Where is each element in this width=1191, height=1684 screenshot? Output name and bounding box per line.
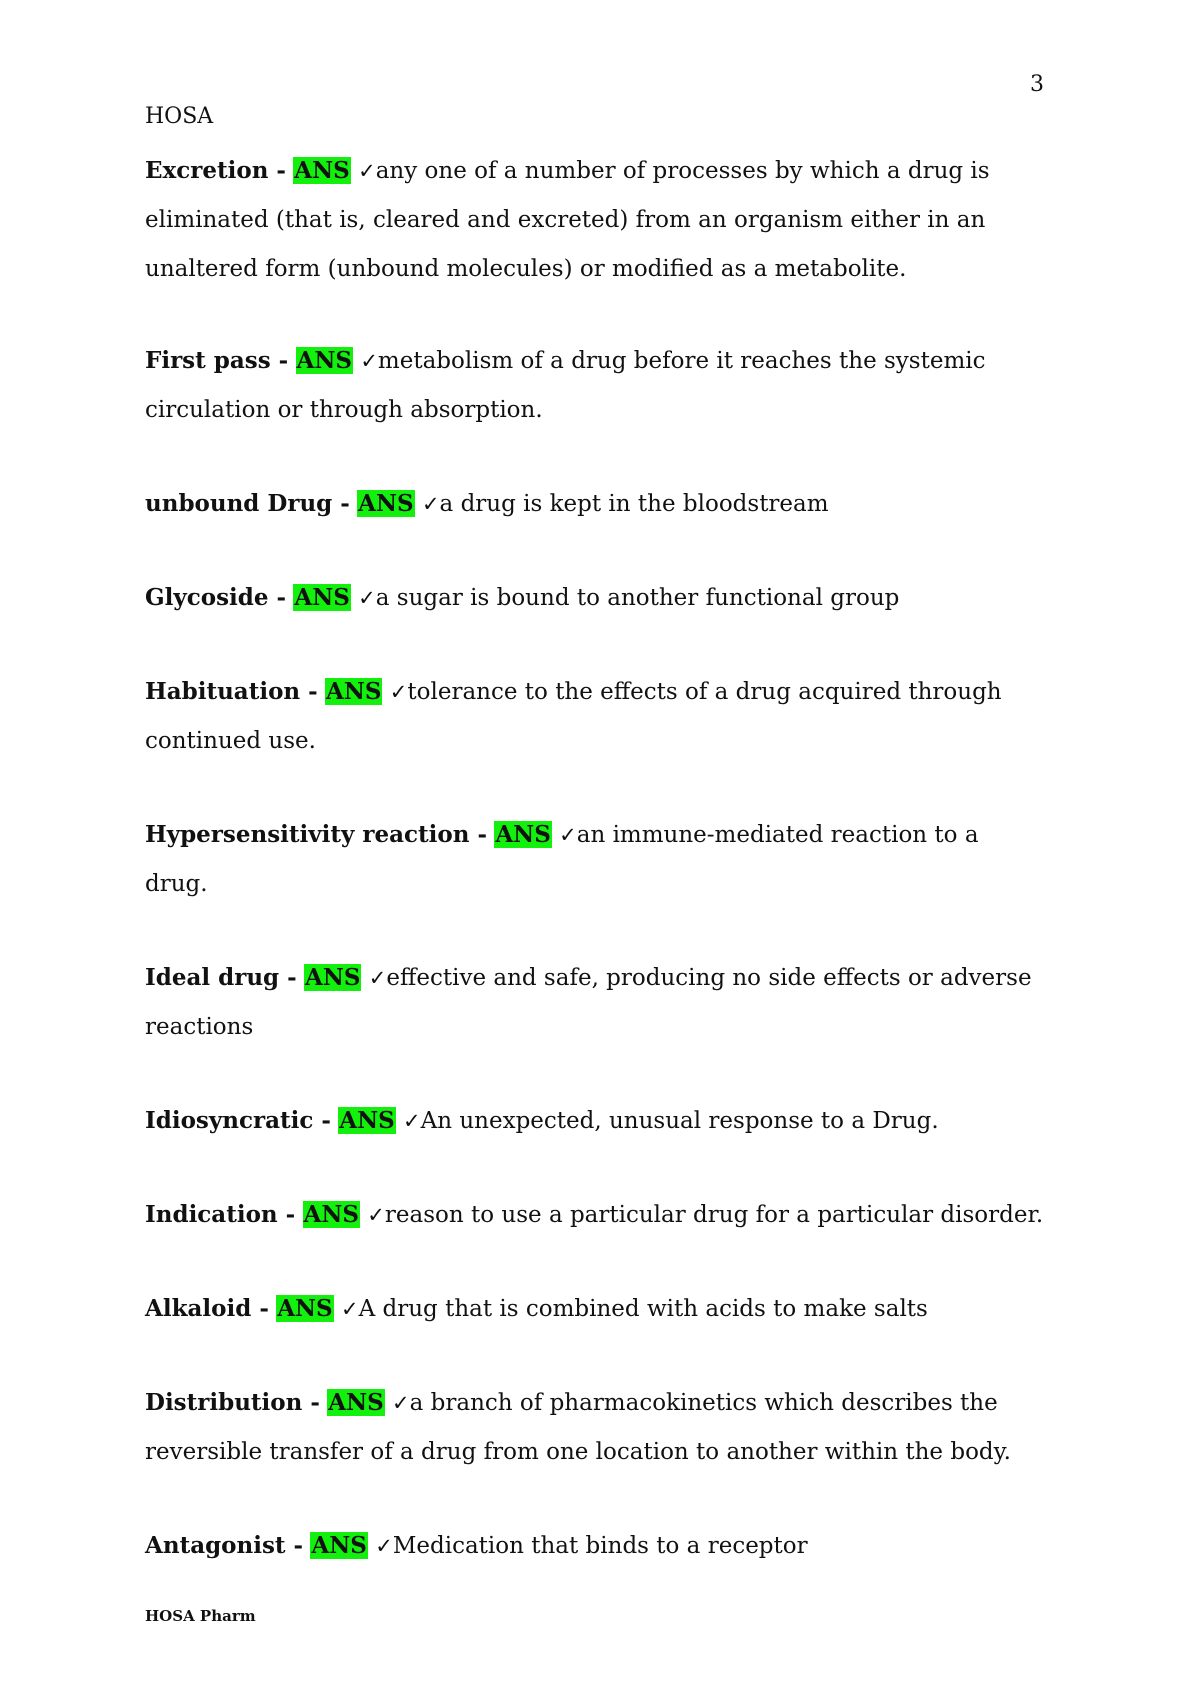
entry-term: Distribution - [145, 1389, 320, 1416]
check-icon: ✓ [559, 823, 577, 847]
check-icon: ✓ [358, 586, 376, 610]
entry-term: Antagonist - [145, 1532, 304, 1559]
ans-label: ANS [358, 490, 414, 517]
entry-term: unbound Drug - [145, 490, 350, 517]
entry-definition: a sugar is bound to another functional group [375, 585, 900, 611]
entry-term: Indication - [145, 1201, 296, 1228]
ans-label: ANS [303, 1201, 359, 1228]
list-item [145, 810, 1045, 909]
definition-list [145, 146, 1045, 1615]
check-icon: ✓ [421, 492, 440, 516]
list-item [145, 1190, 1045, 1240]
check-icon: ✓ [360, 349, 378, 373]
ans-label: ANS [495, 821, 551, 848]
entry-term: First pass - [145, 347, 289, 374]
list-item [145, 1284, 1045, 1334]
check-icon: ✓ [375, 1534, 393, 1558]
entry-term: Alkaloid - [145, 1295, 269, 1322]
ans-label: ANS [294, 157, 350, 184]
check-icon: ✓ [403, 1109, 421, 1133]
entry-definition: any one of a number of processes by which a drug is eliminated (that is, cleared and excreted) from an organism either in an unaltered form (unbound molecules) or modified as a metabolite. [145, 158, 990, 282]
list-item [145, 1521, 1045, 1571]
ans-label: ANS [296, 347, 352, 374]
ans-label: ANS [339, 1107, 395, 1134]
ans-label: ANS [311, 1532, 367, 1559]
check-icon: ✓ [340, 1297, 359, 1321]
entry-definition: an immune-mediated reaction to a drug. [145, 822, 979, 897]
check-icon: ✓ [358, 159, 376, 183]
list-item [145, 667, 1045, 766]
list-item [145, 146, 1045, 294]
entry-term: Idiosyncratic - [145, 1107, 331, 1134]
list-item [145, 336, 1045, 435]
check-icon: ✓ [368, 966, 387, 990]
list-item [145, 573, 1045, 623]
entry-definition: metabolism of a drug before it reaches the systemic circulation or through absorption. [145, 348, 986, 423]
list-item [145, 953, 1045, 1052]
entry-term: Ideal drug - [145, 964, 297, 991]
entry-definition: Medication that binds to a receptor [392, 1533, 808, 1559]
entry-definition: effective and safe, producing no side effects or adverse reactions [145, 965, 1032, 1040]
entry-definition: A drug that is combined with acids to make salts [358, 1296, 928, 1322]
entry-definition: An unexpected, unusual response to a Drug. [420, 1108, 939, 1134]
list-item [145, 1096, 1045, 1146]
check-icon: ✓ [392, 1391, 410, 1415]
entry-term: Excretion - [145, 157, 286, 184]
list-item [145, 479, 1045, 529]
page-footer: HOSA Pharm [145, 1607, 256, 1625]
entry-term: Hypersensitivity reaction - [145, 821, 488, 848]
ans-label: ANS [328, 1389, 384, 1416]
entry-definition: tolerance to the effects of a drug acquired through continued use. [145, 679, 1002, 754]
ans-label: ANS [277, 1295, 333, 1322]
ans-label: ANS [305, 964, 361, 991]
entry-definition: a drug is kept in the bloodstream [439, 491, 829, 517]
entry-definition: a branch of pharmacokinetics which describes the reversible transfer of a drug from one location to another within the body. [145, 1390, 1011, 1465]
ans-label: ANS [294, 584, 350, 611]
entry-definition: reason to use a particular drug for a particular disorder. [384, 1202, 1044, 1228]
list-item [145, 1378, 1045, 1477]
entry-term: Glycoside - [145, 584, 287, 611]
check-icon: ✓ [389, 680, 408, 704]
entry-term: Habituation - [145, 678, 318, 705]
page-number: 3 [1030, 72, 1044, 97]
page-header: HOSA [145, 104, 214, 129]
check-icon: ✓ [367, 1203, 385, 1227]
ans-label: ANS [326, 678, 382, 705]
